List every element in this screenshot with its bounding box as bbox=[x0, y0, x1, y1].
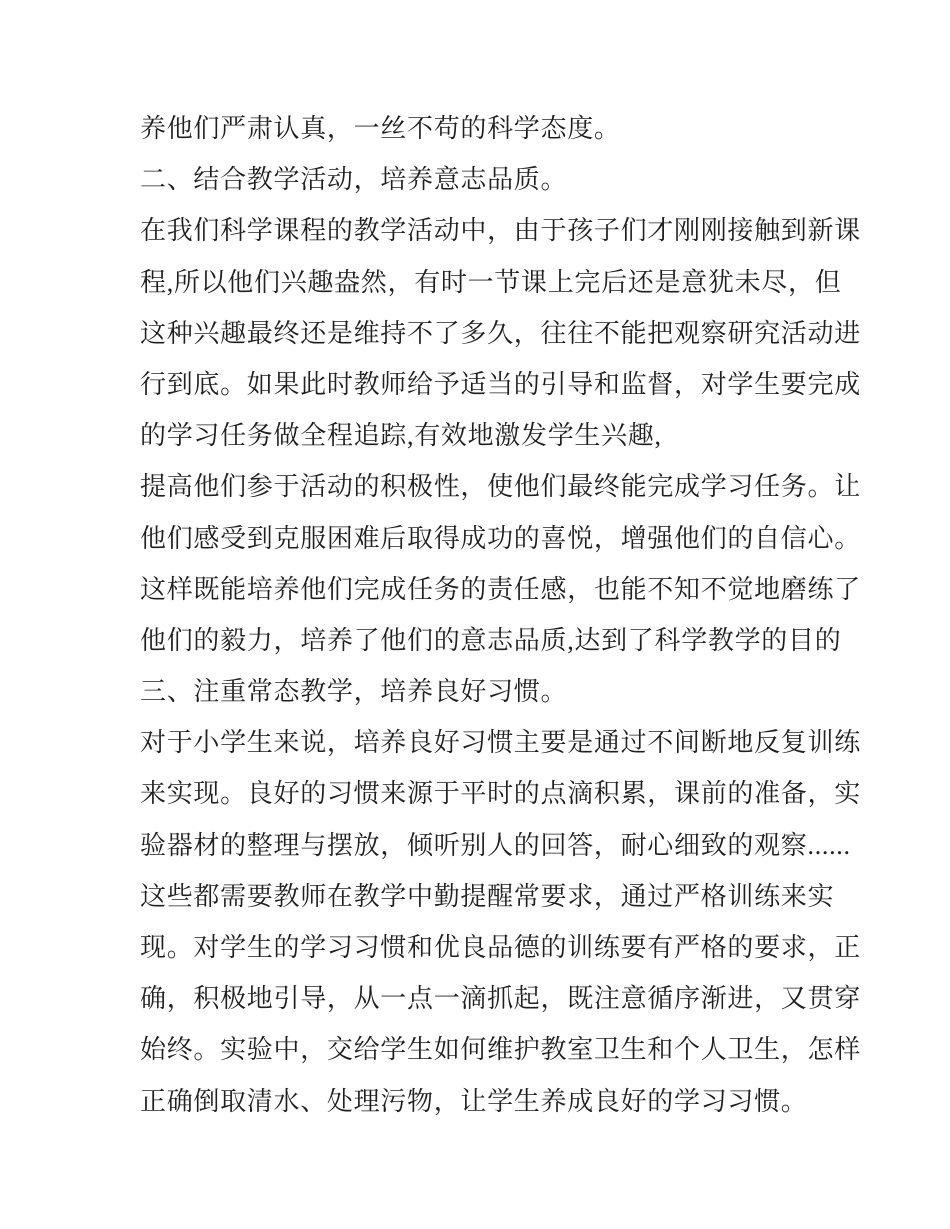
body-line: 这些都需要教师在教学中勤提醒常要求，通过严格训练来实 bbox=[140, 881, 835, 911]
body-line: 提高他们参于活动的积极性，使他们最终能完成学习任务。让 bbox=[140, 472, 861, 502]
body-line: 始终。实验中，交给学生如何维护教室卫生和个人卫生，怎样 bbox=[140, 1035, 861, 1065]
body-line: 他们感受到克服困难后取得成功的喜悦，增强他们的自信心。 bbox=[140, 523, 861, 553]
section-heading-3: 三、注重常态教学，培养良好习惯。 bbox=[140, 677, 568, 707]
section-heading-2: 二、结合教学活动，培养意志品质。 bbox=[140, 165, 568, 195]
body-line: 这样既能培养他们完成任务的责任感，也能不知不觉地磨练了 bbox=[140, 574, 861, 604]
body-line: 现。对学生的学习习惯和优良品德的训练要有严格的要求，正 bbox=[140, 933, 861, 962]
body-line: 确，积极地引导，从一点一滴抓起，既注意循序渐进，又贯穿 bbox=[140, 984, 861, 1014]
body-line: 的学习任务做全程追踪,有效地激发学生兴趣, bbox=[140, 421, 662, 451]
document-text-block bbox=[140, 103, 900, 1127]
body-line: 正确倒取清水、处理污物，让学生养成良好的学习习惯。 bbox=[140, 1086, 808, 1116]
body-line: 对于小学生来说，培养良好习惯主要是通过不间断地反复训练 bbox=[140, 728, 861, 758]
body-line: 他们的毅力，培养了他们的意志品质,达到了科学教学的目的 bbox=[140, 625, 842, 655]
body-line: 程,所以他们兴趣盎然，有时一节课上完后还是意犹未尽，但 bbox=[140, 267, 842, 297]
body-line: 验器材的整理与摆放，倾听别人的回答，耐心细致的观察...... bbox=[140, 830, 851, 860]
body-line: 在我们科学课程的教学活动中，由于孩子们才刚刚接触到新课 bbox=[140, 216, 861, 246]
body-line: 来实现。良好的习惯来源于平时的点滴积累，课前的准备，实 bbox=[140, 779, 861, 809]
body-line: 行到底。如果此时教师给予适当的引导和监督，对学生要完成 bbox=[140, 369, 861, 399]
body-line: 养他们严肃认真，一丝不苟的科学态度。 bbox=[140, 114, 621, 143]
body-line: 这种兴趣最终还是维持不了多久，往往不能把观察研究活动进 bbox=[140, 318, 861, 348]
